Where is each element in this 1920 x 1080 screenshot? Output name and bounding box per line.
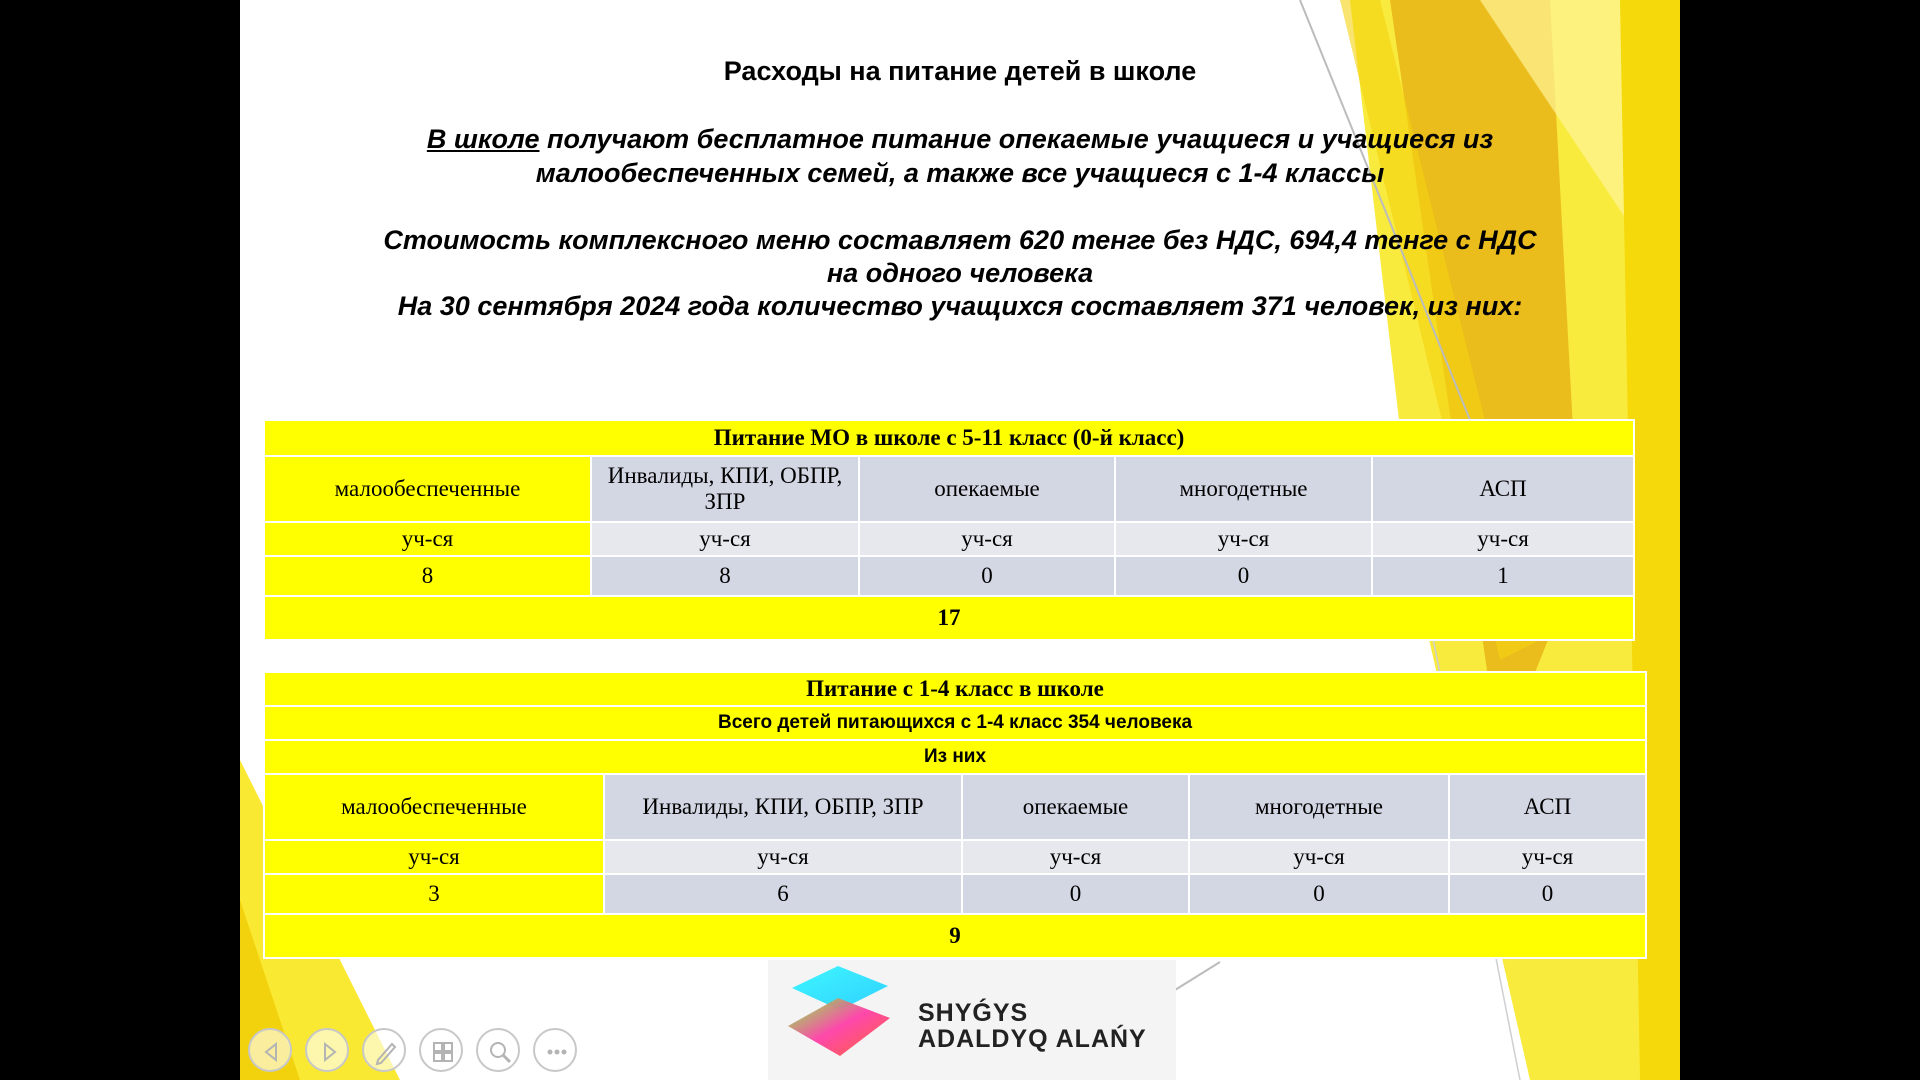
table2-title: Питание с 1-4 класс в школе — [264, 672, 1646, 706]
table2-value: 3 — [264, 874, 604, 914]
intro-underlined: В школе — [426, 124, 540, 154]
table1-value: 0 — [1115, 556, 1372, 596]
table1-header: опекаемые — [859, 456, 1115, 522]
previous-slide-icon — [250, 1030, 294, 1074]
table2-value: 6 — [604, 874, 962, 914]
next-slide-button[interactable] — [305, 1028, 349, 1072]
table1-unit: уч-ся — [1115, 522, 1372, 556]
table2-unit: уч-ся — [1449, 840, 1646, 874]
table1-title: Питание МО в школе с 5-11 класс (0-й класс) — [264, 420, 1634, 456]
slides-view-icon — [421, 1030, 465, 1074]
table2-unit: уч-ся — [264, 840, 604, 874]
table1-value: 8 — [591, 556, 859, 596]
logo-mark-icon — [778, 960, 908, 1070]
slide-title: Расходы на питание детей в школе — [723, 56, 1197, 86]
table2-header: опекаемые — [962, 774, 1189, 840]
table1-header: Инвалиды, КПИ, ОБПР, ЗПР — [591, 456, 859, 522]
table-mo-5-11 — [263, 419, 1635, 641]
table1-unit: уч-ся — [859, 522, 1115, 556]
logo — [768, 960, 1176, 1080]
intro-line-2: малообеспеченных семей, а также все учащиеся с 1-4 классы — [535, 158, 1385, 188]
table2-header: малообеспеченные — [264, 774, 604, 840]
pen-icon — [364, 1030, 408, 1074]
table2-unit: уч-ся — [604, 840, 962, 874]
logo-line-1: SHYǴYS — [918, 999, 1029, 1027]
table1-total: 17 — [264, 596, 1634, 640]
table2-subtitle: Всего детей питающихся с 1-4 класс 354 человека — [264, 706, 1646, 740]
slide — [240, 0, 1680, 1080]
table2-header: АСП — [1449, 774, 1646, 840]
cost-line-3: На 30 сентября 2024 года количество учащихся составляет 371 человек, из них: — [397, 291, 1523, 321]
more-options-icon — [535, 1030, 579, 1074]
slides-view-button[interactable] — [419, 1028, 463, 1072]
table1-unit: уч-ся — [264, 522, 591, 556]
table1-unit: уч-ся — [591, 522, 859, 556]
table2-header: многодетные — [1189, 774, 1449, 840]
table2-of-them: Из них — [264, 740, 1646, 774]
logo-line-2: ADALDYQ ALAŃY — [918, 1025, 1147, 1053]
table2-unit: уч-ся — [962, 840, 1189, 874]
intro-text — [240, 122, 1680, 190]
cost-line-1: Стоимость комплексного меню составляет 620 тенге без НДС, 694,4 тенге с НДС — [383, 225, 1537, 255]
table2-value: 0 — [962, 874, 1189, 914]
intro-rest: получают бесплатное питание опекаемые учащиеся и учащиеся из — [539, 124, 1494, 154]
logo-text — [918, 1000, 1147, 1052]
table1-value: 0 — [859, 556, 1115, 596]
more-options-button[interactable] — [533, 1028, 577, 1072]
table1-header: многодетные — [1115, 456, 1372, 522]
table1-unit: уч-ся — [1372, 522, 1634, 556]
cost-text — [240, 224, 1680, 323]
table1-value: 8 — [264, 556, 591, 596]
table1-header: малообеспеченные — [264, 456, 591, 522]
zoom-button[interactable] — [476, 1028, 520, 1072]
zoom-icon — [478, 1030, 522, 1074]
table1-value: 1 — [1372, 556, 1634, 596]
table2-value: 0 — [1449, 874, 1646, 914]
next-slide-icon — [307, 1030, 351, 1074]
pen-button[interactable] — [362, 1028, 406, 1072]
table1-header: АСП — [1372, 456, 1634, 522]
cost-line-2: на одного человека — [826, 258, 1094, 288]
table2-header: Инвалиды, КПИ, ОБПР, ЗПР — [604, 774, 962, 840]
previous-slide-button[interactable] — [248, 1028, 292, 1072]
table2-total: 9 — [264, 914, 1646, 958]
intro-line-1 — [240, 122, 1680, 156]
table2-value: 0 — [1189, 874, 1449, 914]
table-1-4-grade — [263, 671, 1647, 959]
table2-unit: уч-ся — [1189, 840, 1449, 874]
